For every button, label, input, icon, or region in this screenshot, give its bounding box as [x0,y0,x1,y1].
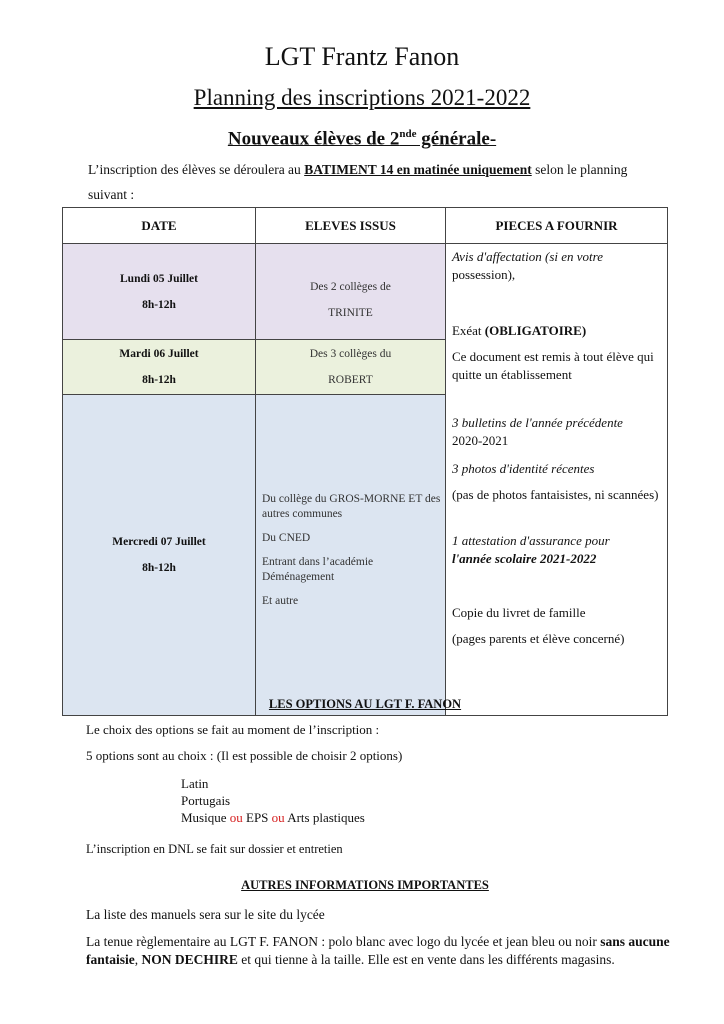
document-title: LGT Frantz Fanon [264,42,460,71]
option-eps: EPS [242,810,272,825]
piece-livret: Copie du livret de famille [451,605,586,620]
piece-exeat-bold: (OBLIGATOIRE) [484,323,587,338]
tenue-bold: sans aucune fantaisie [86,934,670,967]
piece-bulletins: 3 bulletins de l'année précédente [451,415,623,430]
intro-text: L’inscription des élèves se déroulera au [88,162,305,177]
option-or: ou [271,810,285,825]
header-date: DATE [63,208,256,244]
options-text: 5 options sont au choix : (Il est possible de choisir 2 options) [86,748,403,763]
issus-cell [256,340,446,395]
option-musique: Musique [181,810,230,825]
options-text: Le choix des options se fait au moment de l’inscription : [86,722,380,737]
date-label: Mercredi 07 Juillet [112,536,206,548]
date-label: Lundi 05 Juillet [120,272,198,285]
issus-line: Du collège du GROS-MORNE ET des autres communes [262,493,441,520]
issus-line: Déménagement [262,571,335,583]
tenue-mid: , [134,952,142,967]
option-arts: Arts plastiques [284,810,365,825]
piece-exeat: Exéat [451,323,485,338]
intro-paragraph [88,157,648,207]
pieces-cell [445,244,667,716]
option-item: Portugais [181,793,231,808]
piece-attestation: 1 attestation d'assurance pour [451,533,610,548]
option-item: Latin [181,776,209,791]
piece-attestation-bold: l'année scolaire 2021-2022 [451,551,597,566]
options-list [181,775,365,826]
document-subtitle: Planning des inscriptions 2021-2022 [193,85,531,110]
piece-bulletins-year: 2020-2021 [451,433,509,448]
date-cell [63,244,256,340]
header-pieces: PIECES A FOURNIR [445,208,667,244]
piece-livret-note: (pages parents et élève concerné) [451,631,625,646]
heading-pre: Nouveaux élèves de 2 [227,128,400,150]
issus-line: TRINITE [328,307,373,319]
date-cell [63,340,256,395]
tenue-post: et qui tienne à la taille. Elle est en vente dans les différents magasins. [237,952,615,967]
section-heading [0,128,724,150]
time-label: 8h-12h [142,298,176,311]
option-item [181,809,365,826]
date-label: Mardi 06 Juillet [119,348,199,360]
tenue-bold: NON DECHIRE [141,952,238,967]
issus-line: Entrant dans l’académie [262,556,374,568]
autres-title: AUTRES INFORMATIONS IMPORTANTES [241,878,489,892]
time-label: 8h-12h [142,374,176,386]
dnl-text: L’inscription en DNL se fait sur dossier et entretien [86,842,343,856]
piece-avis: Avis d'affectation (si en votre [451,249,603,264]
issus-line: ROBERT [328,374,373,386]
intro-bold: BATIMENT 14 en matinée uniquement [304,162,532,177]
option-or: ou [229,810,243,825]
heading-sup: nde [399,128,417,140]
issus-cell [256,244,446,340]
issus-cell [256,395,446,716]
issus-line: Et autre [262,595,299,607]
heading-post: générale- [416,128,497,150]
intro-text-end: selon le planning suivant : [88,162,628,202]
tenue-text [86,933,686,969]
tenue-pre: La tenue règlementaire au LGT F. FANON : polo blanc avec logo du lycée et jean bleu ou noir [86,934,601,949]
issus-line: Des 3 collèges du [309,348,392,360]
date-cell [63,395,256,716]
planning-table [62,207,668,716]
issus-line: Du CNED [262,532,311,544]
piece-photos-note: (pas de photos fantaisistes, ni scannées) [451,487,659,502]
piece-exeat-note: Ce document est remis à tout élève qui quitte un établissement [451,349,654,382]
piece-photos: 3 photos d'identité récentes [451,461,595,476]
manuels-text: La liste des manuels sera sur le site du lycée [86,907,325,922]
table-header-row [63,208,668,244]
time-label: 8h-12h [142,562,176,574]
issus-line: Des 2 collèges de [310,281,391,293]
piece-avis-note: possession), [451,267,516,282]
header-eleves: ELEVES ISSUS [256,208,446,244]
options-title: LES OPTIONS AU LGT F. FANON [268,697,462,711]
table-row [63,244,668,340]
